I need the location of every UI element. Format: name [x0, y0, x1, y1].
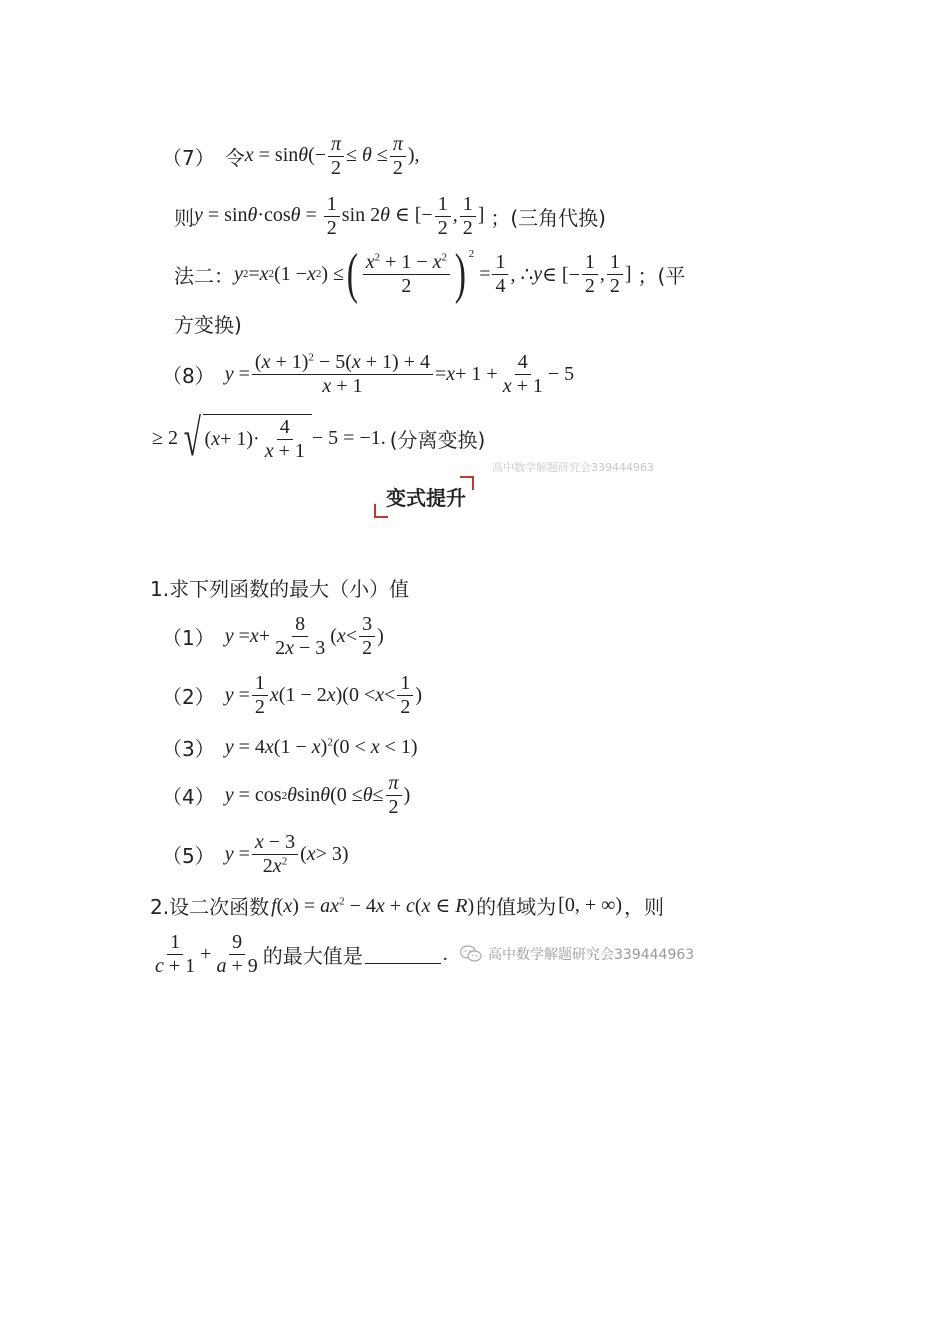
item8-formula2: ≥ 2 √ ( x + 1)· $\frac{4}{x + 1}$ − 5 = −1.	[152, 410, 386, 467]
section-title: 变式提升	[386, 486, 466, 510]
item8-line1	[162, 352, 574, 397]
problem2-line1	[150, 891, 664, 920]
item7-number: （7）	[162, 146, 215, 170]
item7-formula2: y = sinθ·cosθ = $\frac{1}{2}$ sin 2θ ∈ [− $\frac{1}{2}$ , $\frac{1}{2}$ ]	[194, 193, 485, 239]
alt-method-note: ；(平	[637, 263, 686, 288]
item7-lead: 令	[224, 146, 245, 170]
sub2-number: （2）	[162, 685, 215, 709]
watermark-text: 高中数学解题研究会339444963	[488, 947, 695, 963]
faint-watermark-text: 高中数学解题研究会339444963	[492, 462, 654, 472]
problem2-lead: 2.设二次函数	[150, 895, 270, 919]
item7-line1	[162, 134, 420, 179]
watermark	[460, 944, 694, 964]
alt-method-formula: y 2 = x 2 (1 − x 2 ) ≤ ( $\frac{x^2 + 1 - x^2}{2}$ ) $^2$ = $\frac{1}{4}$ , ∴ y ∈ [− $\frac{1}{2}$ , $\frac{1}{2}$ ]	[234, 243, 632, 305]
item7-then: 则	[174, 206, 194, 230]
sub5-number: （5）	[162, 844, 215, 868]
problem2-mid: 的值域为	[476, 895, 557, 919]
problem1-title: 1.求下列函数的最大（小）值	[150, 577, 410, 601]
sub-problem-3	[162, 733, 418, 762]
alt-method-lead: 法二：	[174, 263, 234, 288]
problem2-end: ，则	[624, 895, 665, 919]
sub-problem-4	[162, 773, 410, 818]
alt-method-note-cont: 方变换)	[174, 313, 242, 337]
problem2-period: .	[442, 943, 448, 965]
problem2-line2	[150, 932, 448, 977]
sub-problem-1	[162, 614, 384, 659]
item8-line2	[152, 410, 486, 467]
sub5-formula: y = $\frac{x - 3}{2x^2}$ ( x > 3)	[224, 831, 349, 877]
sub-problem-2	[162, 673, 422, 718]
sub-problem-5	[162, 832, 349, 877]
problem2-expression: $\frac{1}{c + 1}$ + $\frac{9}{a + 9}$	[155, 931, 258, 977]
answer-blank[interactable]	[365, 945, 441, 964]
faint-watermark	[492, 462, 654, 472]
sub1-formula: y = x + $\frac{8}{2x - 3}$ ( x < $\frac{3}{2}$ )	[224, 613, 384, 659]
sub1-number: （1）	[162, 626, 215, 650]
item7-formula1: x = sinθ(− $\frac{\pi}{2}$ ≤ θ ≤ $\frac{\pi}{2}$ ),	[244, 133, 420, 179]
item8-formula1: y = $\frac{(x + 1)^2 - 5(x + 1) + 4}{x + 1}$ = x + 1 + $\frac{4}{x + 1}$ − 5	[224, 351, 575, 397]
alt-method-line	[174, 243, 686, 305]
sub3-formula: $y = 4x(1 - x)^2(0 < x < 1)$	[224, 736, 418, 758]
item8-note: (分离变换)	[389, 428, 486, 453]
section-title-box	[372, 476, 476, 518]
sub4-formula: y = cos 2 θ sin θ (0 ≤ θ ≤ $\frac{\pi}{2}$ )	[224, 772, 411, 818]
item8-number: （8）	[162, 364, 215, 388]
wechat-icon	[460, 945, 482, 963]
sub4-number: （4）	[162, 785, 215, 809]
item7-line2	[174, 194, 606, 239]
item7-note: ；(三角代换)	[490, 206, 606, 230]
sub3-number: （3）	[162, 737, 215, 761]
problem2-tail: 的最大值是	[262, 944, 363, 968]
sub2-formula: y = $\frac{1}{2}$ x (1 − 2 x )(0 < x < $\frac{1}{2}$ )	[224, 672, 423, 718]
problem2-function: $f(x) = ax^2 - 4x + c(x$ ∈ R)	[271, 895, 475, 917]
problem2-range: [0, + ∞)	[558, 894, 623, 916]
